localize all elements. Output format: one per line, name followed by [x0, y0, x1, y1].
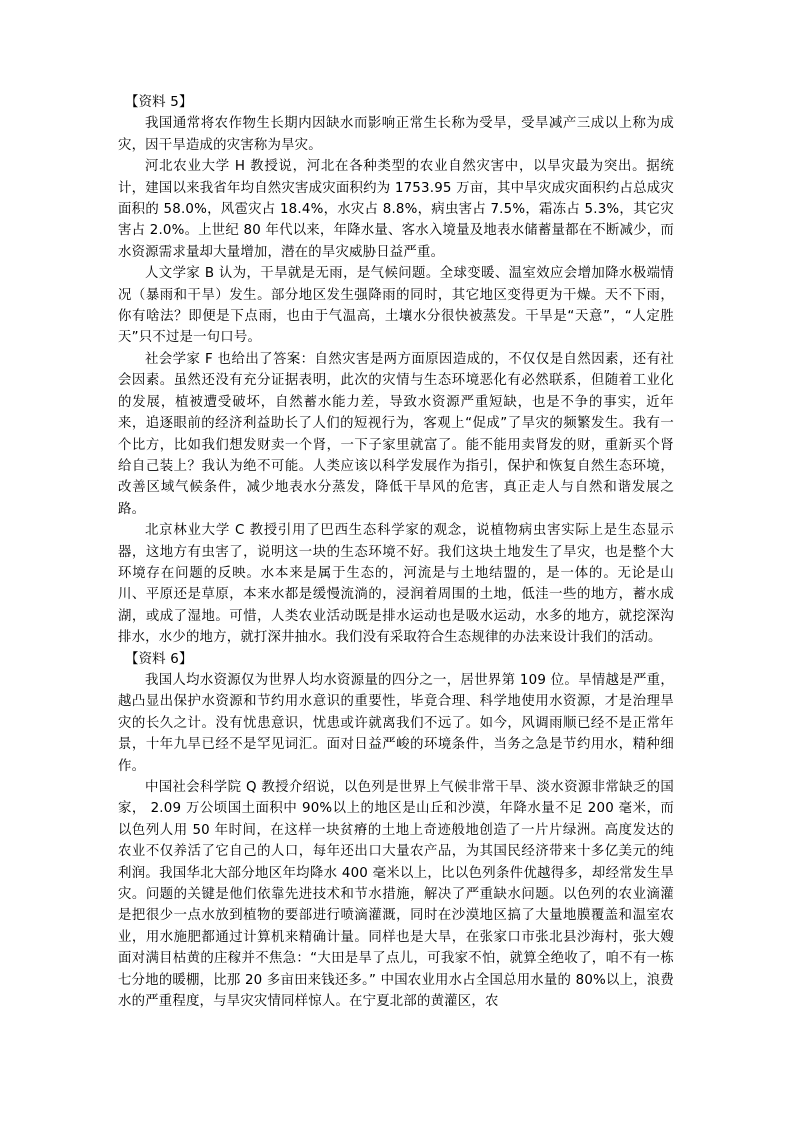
paragraph: 中国社会科学院 Q 教授介绍说，以色列是世界上气候非常干旱、淡水资源非常缺乏的国家， 2.09 万公顷国土面积中 90%以上的地区是山丘和沙漠，年降水量不足 200 毫米，而以色列人用 50 年时间，在这样一块贫瘠的土地上奇迹般地创造了一片片绿洲。高度发达的农业不仅养活了它自己的人口，每年还出口大量农产品，为其国民经济带来十多亿美元的纯利润。我国华北大部分地区年均降水 400 毫米以上，比以色列条件优越得多，却经常发生旱灾。问题的关键是他们依靠先进技术和节水措施，解决了严重缺水问题。以色列的农业滴灌是把很少一点水放到植物的要部进行喷滴灌溉，同时在沙漠地区搞了大量地膜覆盖和温室农业，用水施肥都通过计算机来精确计量。同样也是大旱，在张家口市张北县沙海村，张大嫂面对满目枯黄的庄稼并不焦急：“大田是旱了点儿，可我家不怕，就算全绝收了，咱不有一栋七分地的暖棚，比那 20 多亩田来钱还多。” 中国农业用水占全国总用水量的 80%以上，浪费水的严重程度，与旱灾灾情同样惊人。在宁夏北部的黄灌区，农 — [118, 780, 674, 1010]
paragraph: 我国人均水资源仅为世界人均水资源量的四分之一，居世界第 109 位。旱情越是严重，越凸显出保护水资源和节约用水意识的重要性，毕竟合理、科学地使用水资源，才是治理旱灾的长久之计。没有忧患意识，忧患或许就离我们不远了。如今，风调雨顺已经不是正常年景，十年九旱已经不是罕见词汇。面对日益严峻的环境条件，当务之急是节约用水，精种细作。 — [118, 672, 674, 774]
material-section-6 — [118, 649, 674, 1013]
document-body — [118, 92, 674, 1012]
material-section-5 — [118, 92, 674, 649]
section-heading: 【资料 5】 — [125, 95, 193, 110]
paragraph: 社会学家 F 也给出了答案：自然灾害是两方面原因造成的，不仅仅是自然因素，还有社会因素。虽然还没有充分证据表明，此次的灾情与生态环境恶化有必然联系，但随着工业化的发展，植被遭受破坏，自然蓄水能力差，导致水资源严重短缺，也是不争的事实，近年来，追逐眼前的经济利益助长了人们的短视行为，客观上“促成”了旱灾的频繁发生。我有一个比方，比如我们想发财卖一个肾，一下子家里就富了。能不能用卖肾发的财，重新买个肾给自己装上？我认为绝不可能。人类应该以科学发展作为指引，保护和恢复自然生态环境，改善区域气候条件，减少地表水分蒸发，降低干旱风的危害，真正走人与自然和谐发展之路。 — [118, 351, 674, 517]
section-heading: 【资料 6】 — [125, 651, 193, 667]
paragraph: 我国通常将农作物生长期内因缺水而影响正常生长称为受旱，受旱减产三成以上称为成灾，因干旱造成的灾害称为旱灾。 — [118, 116, 674, 153]
paragraph: 人文学家 B 认为，干旱就是无雨，是气候问题。全球变暖、温室效应会增加降水极端情况（暴雨和干旱）发生。部分地区发生强降雨的同时，其它地区变得更为干燥。天不下雨，你有啥法？即便是下点雨，也由于气温高，土壤水分很快被蒸发。干旱是“天意”，“人定胜天”只不过是一句口号。 — [118, 266, 674, 346]
paragraph: 河北农业大学 H 教授说，河北在各种类型的农业自然灾害中，以旱灾最为突出。据统计，建国以来我省年均自然灾害成灾面积约为 1753.95 万亩，其中旱灾成灾面积约占总成灾面积的 58.0%，风雹灾占 18.4%，水灾占 8.8%，病虫害占 7.5%，霜冻占 5.3%，其它灾害占 2.0%。上世纪 80 年代以来，年降水量、客水入境量及地表水储蓄量都在不断减少，而水资源需求量却大量增加，潜在的旱灾威胁日益严重。 — [118, 159, 674, 260]
paragraph: 北京林业大学 C 教授引用了巴西生态科学家的观念，说植物病虫害实际上是生态显示器，这地方有虫害了，说明这一块的生态环境不好。我们这块土地发生了旱灾，也是整个大环境存在问题的反映。水本来是属于生态的，河流是与土地结盟的，是一体的。无论是山川、平原还是草原，本来水都是缓慢流淌的，浸润着周围的土地，低洼一些的地方，蓄水成湖，或成了湿地。可惜，人类农业活动既是排水运动也是吸水运动，水多的地方，就挖深沟排水，水少的地方，就打深井抽水。我们没有采取符合生态规律的办法来设计我们的活动。 — [118, 523, 674, 646]
